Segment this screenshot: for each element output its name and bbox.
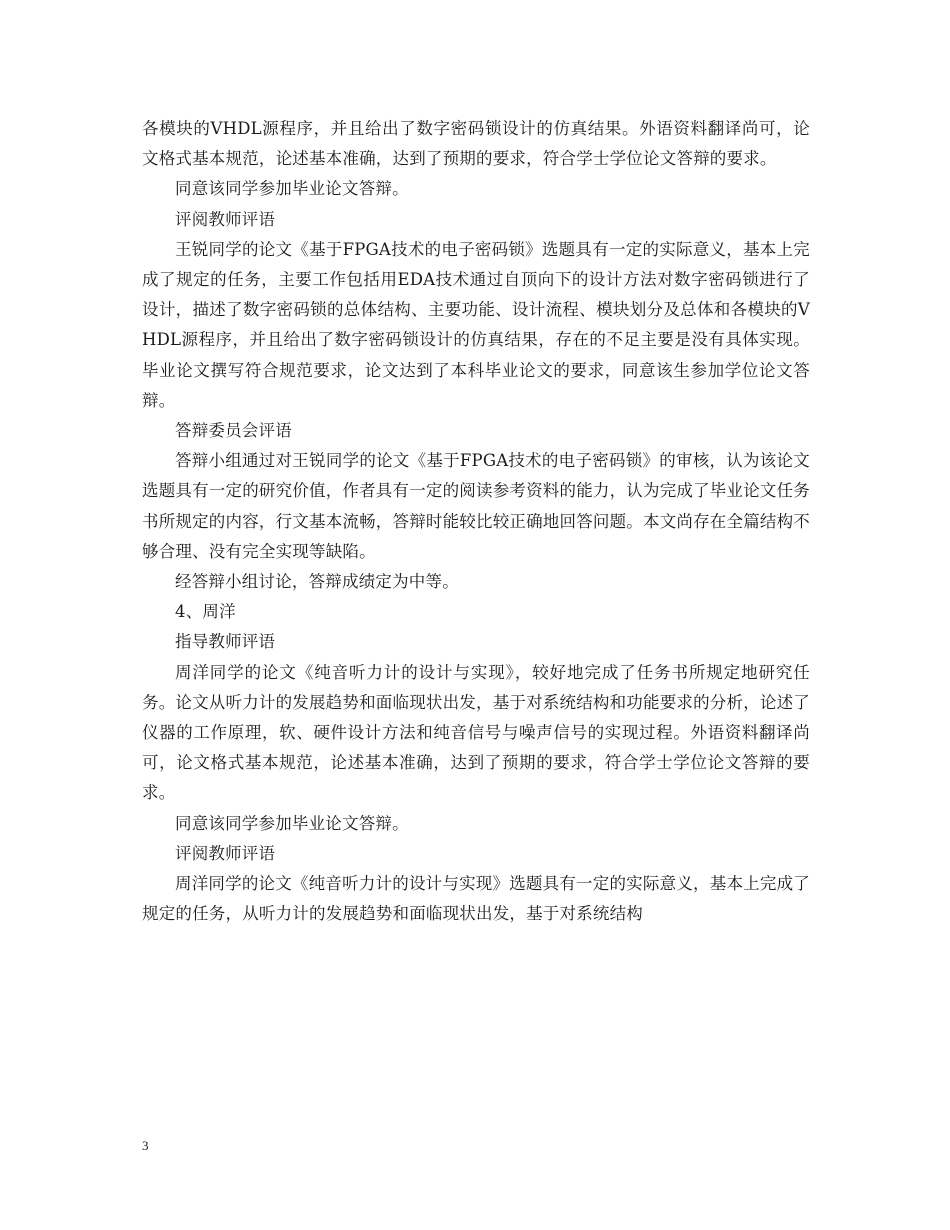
page-number: 3 [142, 1138, 149, 1153]
document-body [142, 114, 810, 929]
heading-committee-comment: 答辩委员会评语 [175, 421, 292, 441]
heading-reviewer-comment-1: 评阅教师评语 [175, 209, 276, 229]
paragraph-advisor-comment-zhouyang: 周洋同学的论文《纯音听力计的设计与实现》，较好地完成了任务书所规定地研究任务。论文从听力计的发展趋势和面临现状出发，基于对系统结构和功能要求的分析，论述了仪器的工作原理，软、硬件设计方法和纯音信号与噪声信号的实现过程。外语资料翻译尚可，论文格式基本规范，论述基本准确，达到了预期的要求，符合学士学位论文答辩的要求。 [142, 662, 810, 803]
paragraph-consent-1: 同意该同学参加毕业论文答辩。 [175, 179, 409, 199]
paragraph-continuation: 各模块的VHDL源程序，并且给出了数字密码锁设计的仿真结果。外语资料翻译尚可，论文格式基本规范，论述基本准确，达到了预期的要求，符合学士学位论文答辩的要求。 [142, 119, 810, 169]
heading-advisor-comment: 指导教师评语 [175, 632, 276, 652]
paragraph-defense-grade: 经答辩小组讨论，答辩成绩定为中等。 [175, 572, 459, 592]
heading-reviewer-comment-2: 评阅教师评语 [175, 843, 276, 863]
paragraph-reviewer-comment-wangrui: 王锐同学的论文《基于FPGA技术的电子密码锁》选题具有一定的实际意义，基本上完成了规定的任务，主要工作包括用EDA技术通过自顶向下的设计方法对数字密码锁进行了设计，描述了数字密码锁的总体结构、主要功能、设计流程、模块划分及总体和各模块的VHDL源程序，并且给出了数字密码锁设计的仿真结果，存在的不足主要是没有具体实现。毕业论文撰写符合规范要求，论文达到了本科毕业论文的要求，同意该生参加学位论文答辩。 [142, 239, 810, 410]
paragraph-committee-comment-wangrui: 答辩小组通过对王锐同学的论文《基于FPGA技术的电子密码锁》的审核，认为该论文选题具有一定的研究价值，作者具有一定的阅读参考资料的能力，认为完成了毕业论文任务书所规定的内容，行文基本流畅，答辩时能较比较正确地回答问题。本文尚存在全篇结构不够合理、没有完全实现等缺陷。 [142, 451, 810, 561]
paragraph-reviewer-comment-zhouyang: 周洋同学的论文《纯音听力计的设计与实现》选题具有一定的实际意义，基本上完成了规定的任务，从听力计的发展趋势和面临现状出发，基于对系统结构 [142, 874, 810, 924]
paragraph-consent-2: 同意该同学参加毕业论文答辩。 [175, 813, 409, 833]
heading-student-zhouyang: 4、周洋 [175, 602, 236, 622]
